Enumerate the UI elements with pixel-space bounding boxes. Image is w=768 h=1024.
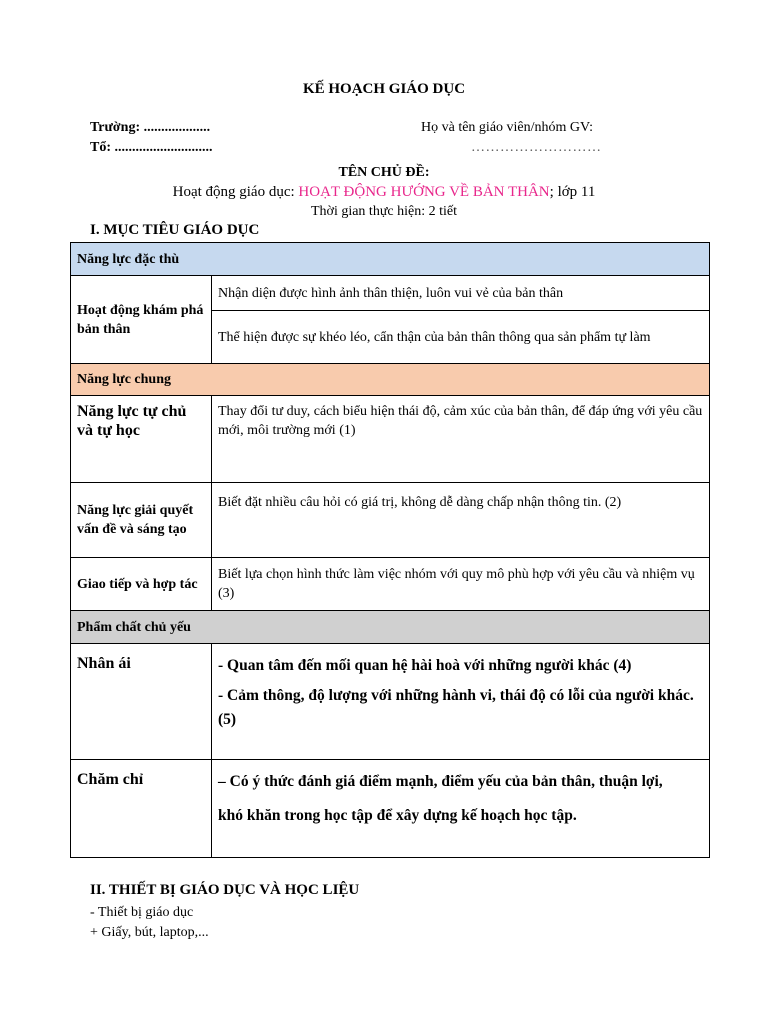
quality-label: Chăm chỉ bbox=[71, 760, 212, 858]
table-row bbox=[71, 760, 710, 858]
table-row bbox=[71, 483, 710, 558]
document-title: KẾ HOẠCH GIÁO DỤC bbox=[302, 81, 466, 97]
group-label: Tổ: bbox=[90, 140, 111, 155]
topic-heading: TÊN CHỦ ĐỀ: bbox=[338, 165, 430, 180]
table-header-row bbox=[71, 611, 710, 644]
school-value: ................... bbox=[143, 120, 211, 135]
topic-suffix: ; lớp 11 bbox=[549, 184, 596, 200]
section2-line: + Giấy, bút, laptop,... bbox=[90, 925, 209, 940]
topic-prefix: Hoạt động giáo dục: bbox=[172, 184, 295, 200]
general-text: Biết đặt nhiều câu hỏi có giá trị, không dễ dàng chấp nhận thông tin. (2) bbox=[212, 483, 710, 558]
specific-item: Nhận diện được hình ảnh thân thiện, luôn vui vẻ của bản thân bbox=[212, 276, 710, 311]
table-row bbox=[71, 644, 710, 760]
table-row bbox=[71, 558, 710, 611]
table-row bbox=[71, 276, 710, 311]
section2-heading: II. THIẾT BỊ GIÁO DỤC VÀ HỌC LIỆU bbox=[90, 882, 360, 898]
topic-line bbox=[0, 184, 768, 201]
teacher-label: Họ và tên giáo viên/nhóm GV: bbox=[421, 120, 593, 135]
general-label: Giao tiếp và hợp tác bbox=[71, 558, 212, 611]
quality-label: Nhân ái bbox=[71, 644, 212, 760]
quality-text bbox=[212, 760, 710, 858]
section2-line: - Thiết bị giáo dục bbox=[90, 905, 194, 920]
general-competency-header: Năng lực chung bbox=[71, 364, 710, 396]
quality-text bbox=[212, 644, 710, 760]
general-text: Biết lựa chọn hình thức làm việc nhóm với quy mô phù hợp với yêu cầu và nhiệm vụ (3) bbox=[212, 558, 710, 611]
general-label: Năng lực giải quyết vấn đề và sáng tạo bbox=[71, 483, 212, 558]
specific-label: Hoạt động khám phá bản thân bbox=[71, 276, 212, 364]
school-field bbox=[90, 120, 210, 136]
specific-competency-header: Năng lực đặc thù bbox=[71, 243, 710, 276]
school-label: Trường: bbox=[90, 120, 141, 135]
quality-line: - Quan tâm đến mối quan hệ hài hoà với những người khác (4) bbox=[218, 657, 632, 674]
table-header-row bbox=[71, 364, 710, 396]
quality-line: khó khăn trong học tập để xây dựng kế hoạch học tập. bbox=[218, 807, 577, 824]
table-header-row bbox=[71, 243, 710, 276]
table-row bbox=[71, 396, 710, 483]
section1-heading: I. MỤC TIÊU GIÁO DỤC bbox=[90, 222, 260, 238]
quality-line: - Cảm thông, độ lượng với những hành vi, thái độ có lỗi của người khác.(5) bbox=[218, 687, 694, 728]
objectives-table bbox=[70, 242, 710, 858]
teacher-value: ……………………… bbox=[471, 140, 602, 155]
topic-name: HOẠT ĐỘNG HƯỚNG VỀ BẢN THÂN bbox=[298, 184, 550, 200]
general-text: Thay đổi tư duy, cách biểu hiện thái độ, cảm xúc của bản thân, để đáp ứng với yêu cầu mới, môi trường mới (1) bbox=[212, 396, 710, 483]
quality-line: – Có ý thức đánh giá điểm mạnh, điểm yếu của bản thân, thuận lợi, bbox=[218, 773, 663, 790]
duration: Thời gian thực hiện: 2 tiết bbox=[310, 204, 457, 219]
general-label: Năng lực tự chủ và tự học bbox=[71, 396, 212, 483]
group-field bbox=[90, 140, 213, 156]
quality-header: Phẩm chất chủ yếu bbox=[71, 611, 710, 644]
group-value: ............................ bbox=[114, 140, 213, 155]
specific-item: Thể hiện được sự khéo léo, cẩn thận của bản thân thông qua sản phẩm tự làm bbox=[212, 311, 710, 364]
